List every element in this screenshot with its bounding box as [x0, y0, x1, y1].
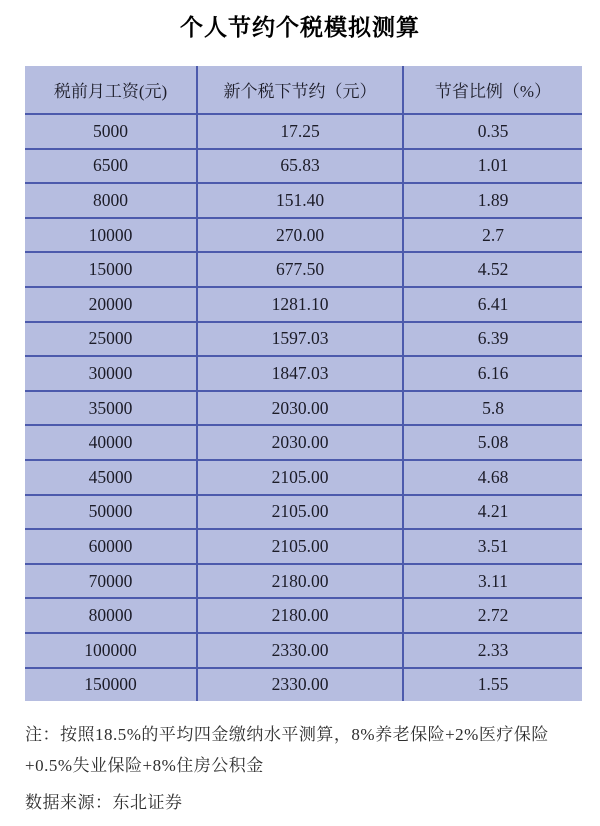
data-source: 数据来源：东北证券 [25, 793, 183, 813]
column-header: 节省比例（%） [403, 66, 582, 114]
table-cell: 2105.00 [197, 529, 403, 564]
table-cell: 6.41 [403, 287, 582, 322]
table-cell: 3.51 [403, 529, 582, 564]
table-cell: 1597.03 [197, 322, 403, 357]
table-cell: 2330.00 [197, 633, 403, 668]
table-cell: 3.11 [403, 564, 582, 599]
table-row [25, 114, 582, 149]
table-cell: 2105.00 [197, 460, 403, 495]
table-cell: 20000 [25, 287, 197, 322]
table-cell: 4.52 [403, 252, 582, 287]
table-cell: 70000 [25, 564, 197, 599]
table-row [25, 287, 582, 322]
table-cell: 2330.00 [197, 668, 403, 702]
table-cell: 150000 [25, 668, 197, 702]
table-cell: 15000 [25, 252, 197, 287]
table-row [25, 218, 582, 253]
table-cell: 2.7 [403, 218, 582, 253]
table-row [25, 183, 582, 218]
table-row [25, 425, 582, 460]
table-row [25, 598, 582, 633]
table-cell: 30000 [25, 356, 197, 391]
table-cell: 1.89 [403, 183, 582, 218]
header-row [25, 66, 582, 114]
table-cell: 100000 [25, 633, 197, 668]
table-cell: 1.01 [403, 149, 582, 184]
table-cell: 0.35 [403, 114, 582, 149]
table-row [25, 668, 582, 702]
table-cell: 1847.03 [197, 356, 403, 391]
table-cell: 45000 [25, 460, 197, 495]
footnote: 注：按照18.5%的平均四金缴纳水平测算，8%养老保险+2%医疗保险+0.5%失业保险+8%住房公积金 [25, 725, 549, 776]
tax-savings-table [25, 66, 582, 701]
table-head [25, 66, 582, 114]
table-cell: 2180.00 [197, 598, 403, 633]
table-row [25, 322, 582, 357]
column-header: 税前月工资(元) [25, 66, 197, 114]
table-cell: 35000 [25, 391, 197, 426]
table-cell: 2180.00 [197, 564, 403, 599]
table-row [25, 495, 582, 530]
table-cell: 4.68 [403, 460, 582, 495]
table-cell: 40000 [25, 425, 197, 460]
table-cell: 677.50 [197, 252, 403, 287]
table-cell: 65.83 [197, 149, 403, 184]
table-cell: 2030.00 [197, 391, 403, 426]
table-cell: 270.00 [197, 218, 403, 253]
table-cell: 151.40 [197, 183, 403, 218]
table-row [25, 529, 582, 564]
table-row [25, 252, 582, 287]
table-cell: 60000 [25, 529, 197, 564]
table-row [25, 391, 582, 426]
table-cell: 80000 [25, 598, 197, 633]
table-body [25, 114, 582, 701]
table-row [25, 633, 582, 668]
table-cell: 2030.00 [197, 425, 403, 460]
table-cell: 2.33 [403, 633, 582, 668]
table-cell: 25000 [25, 322, 197, 357]
table-cell: 5000 [25, 114, 197, 149]
table-cell: 8000 [25, 183, 197, 218]
table-row [25, 564, 582, 599]
table-cell: 6.39 [403, 322, 582, 357]
table-cell: 5.8 [403, 391, 582, 426]
table-cell: 1.55 [403, 668, 582, 702]
table-row [25, 356, 582, 391]
table-cell: 50000 [25, 495, 197, 530]
table-cell: 1281.10 [197, 287, 403, 322]
table-cell: 6500 [25, 149, 197, 184]
page-title: 个人节约个税模拟测算 [180, 15, 420, 40]
table-cell: 2105.00 [197, 495, 403, 530]
table-cell: 10000 [25, 218, 197, 253]
table-cell: 6.16 [403, 356, 582, 391]
column-header: 新个税下节约（元） [197, 66, 403, 114]
table-cell: 2.72 [403, 598, 582, 633]
table-cell: 5.08 [403, 425, 582, 460]
table-cell: 4.21 [403, 495, 582, 530]
table-row [25, 149, 582, 184]
table-cell: 17.25 [197, 114, 403, 149]
table-row [25, 460, 582, 495]
